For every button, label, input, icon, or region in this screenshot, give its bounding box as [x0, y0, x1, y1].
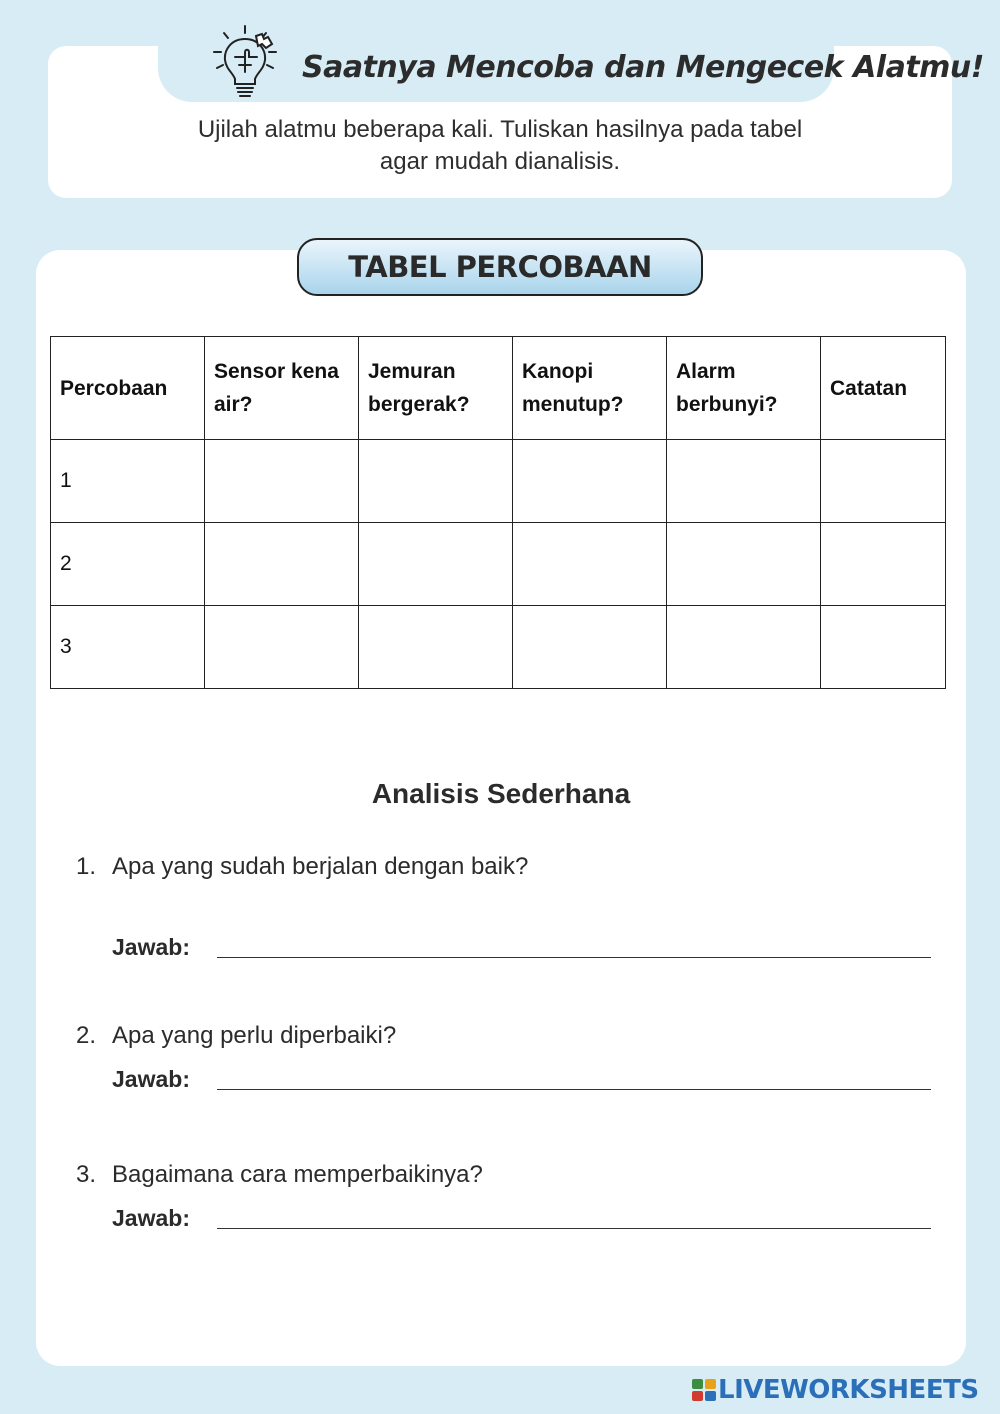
- table-row: [51, 606, 946, 689]
- question-number: 2.: [76, 1022, 97, 1049]
- trial-number-cell: 1: [51, 440, 205, 523]
- question-text: Bagaimana cara memperbaikinya?: [112, 1161, 483, 1188]
- table-cell[interactable]: [205, 440, 359, 523]
- column-header: Alarm berbunyi?: [667, 337, 821, 440]
- answer-label: Jawab:: [112, 934, 190, 960]
- answer-field[interactable]: [217, 1228, 931, 1229]
- question-2: [76, 1022, 396, 1050]
- answer-row-2: [112, 1066, 932, 1096]
- question-number: 1.: [76, 853, 97, 880]
- question-1: [76, 853, 528, 881]
- brand-name: LIVEWORKSHEETS: [718, 1375, 979, 1405]
- table-cell[interactable]: [821, 440, 946, 523]
- logo-block: [692, 1391, 703, 1401]
- lightbulb-puzzle-icon: [210, 24, 280, 102]
- instruction-text: [108, 114, 892, 178]
- liveworksheets-brand[interactable]: [690, 1374, 990, 1406]
- table-cell[interactable]: [667, 606, 821, 689]
- logo-block: [705, 1379, 716, 1389]
- table-header-row: [51, 337, 946, 440]
- instruction-line-2: agar mudah dianalisis.: [379, 148, 621, 175]
- table-cell[interactable]: [359, 606, 513, 689]
- answer-field[interactable]: [217, 957, 931, 958]
- question-number: 3.: [76, 1161, 97, 1188]
- trial-table: [50, 336, 946, 689]
- question-3: [76, 1161, 483, 1189]
- column-header: Catatan: [821, 337, 946, 440]
- analysis-title: Analisis Sederhana: [371, 778, 631, 809]
- answer-label: Jawab:: [112, 1066, 190, 1092]
- question-text: Apa yang perlu diperbaiki?: [112, 1022, 397, 1049]
- trial-number-cell: 3: [51, 606, 205, 689]
- table-cell[interactable]: [821, 523, 946, 606]
- logo-block: [692, 1379, 703, 1389]
- table-row: [51, 440, 946, 523]
- column-header: Jemuran bergerak?: [359, 337, 513, 440]
- table-cell[interactable]: [821, 606, 946, 689]
- table-cell[interactable]: [205, 606, 359, 689]
- table-cell[interactable]: [513, 523, 667, 606]
- column-header: Sensor kena air?: [205, 337, 359, 440]
- logo-block: [705, 1391, 716, 1401]
- page-title: Saatnya Mencoba dan Mengecek Alatmu!: [302, 50, 984, 85]
- column-header: Percobaan: [51, 337, 205, 440]
- table-cell[interactable]: [667, 440, 821, 523]
- table-cell[interactable]: [513, 606, 667, 689]
- header-card: [48, 46, 984, 198]
- table-cell[interactable]: [359, 440, 513, 523]
- answer-row-1: [112, 934, 932, 964]
- worksheet-card: [36, 250, 966, 1366]
- table-cell[interactable]: [359, 523, 513, 606]
- column-header: Kanopi menutup?: [513, 337, 667, 440]
- question-text: Apa yang sudah berjalan dengan baik?: [112, 853, 529, 880]
- table-cell[interactable]: [205, 523, 359, 606]
- table-cell[interactable]: [667, 523, 821, 606]
- instruction-line-1: Ujilah alatmu beberapa kali. Tuliskan hasilnya pada tabel: [197, 116, 803, 143]
- answer-field[interactable]: [217, 1089, 931, 1090]
- table-section-badge: TABEL PERCOBAAN: [297, 238, 703, 296]
- table-row: [51, 523, 946, 606]
- trial-number-cell: 2: [51, 523, 205, 606]
- answer-label: Jawab:: [112, 1205, 190, 1231]
- answer-row-3: [112, 1205, 932, 1235]
- liveworksheets-logo-icon: [692, 1379, 716, 1401]
- title-banner: [158, 46, 984, 102]
- table-cell[interactable]: [513, 440, 667, 523]
